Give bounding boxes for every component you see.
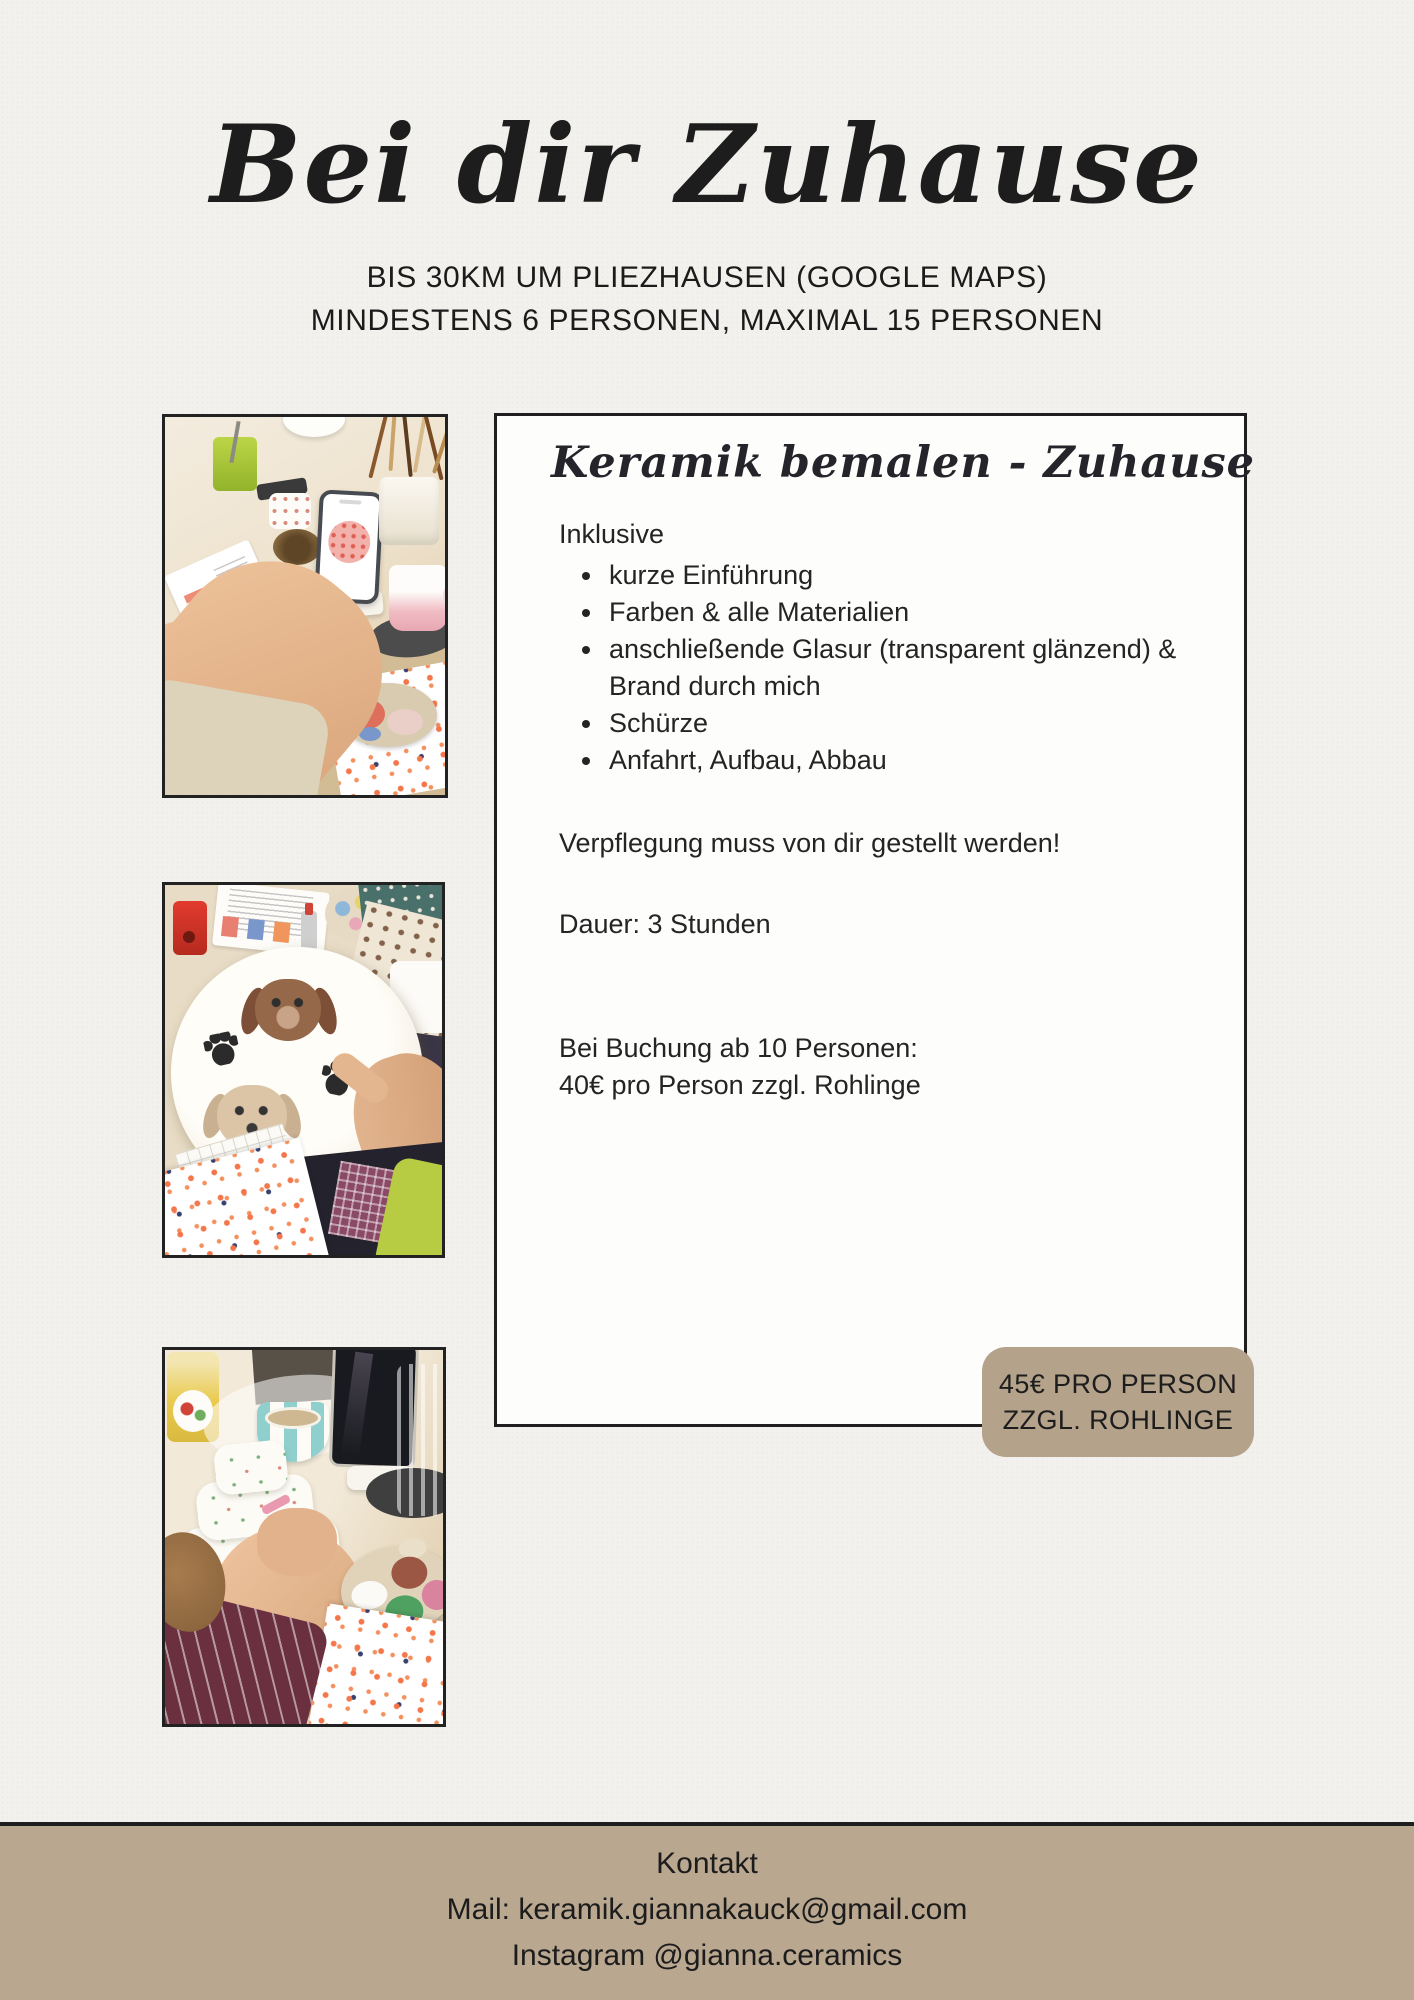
includes-label: Inklusive (559, 519, 665, 549)
includes-item: • anschließende Glasur (transparent glänzend) & Brand durch mich (605, 631, 1187, 705)
contact-heading: Kontakt (656, 1847, 758, 1880)
contact-instagram: Instagram @gianna.ceramics (511, 1939, 903, 1972)
group-discount-line-2: 40€ pro Person zzgl. Rohlinge (559, 1070, 921, 1100)
subtitle (0, 256, 1414, 342)
price-badge (982, 1347, 1254, 1457)
offer-heading: Keramik bemalen - Zuhause (551, 438, 1256, 488)
red-sharpener (173, 901, 207, 955)
includes-item: • Schürze (605, 705, 1187, 742)
photo-painting-plate-with-phone (162, 414, 448, 798)
includes-item: • Farben & alle Materialien (605, 594, 1187, 631)
brown-dog-painting (255, 979, 321, 1041)
drink-glass (397, 1364, 446, 1516)
brush-cup (379, 477, 439, 545)
includes-item: • Anfahrt, Aufbau, Abbau (605, 742, 1187, 779)
catering-note: Verpflegung muss von dir gestellt werden! (559, 828, 1061, 858)
contact-footer (0, 1822, 1414, 2000)
page-title: Bei dir Zuhause (210, 101, 1204, 228)
offer-details (559, 516, 1187, 1104)
photo-plate-dog-portraits (162, 882, 445, 1258)
paw-print (202, 1030, 242, 1068)
pink-mug (389, 565, 447, 631)
group-discount (559, 1030, 1187, 1104)
offer-info-box (494, 413, 1256, 1427)
water-bowl (273, 529, 321, 565)
subtitle-line-1: BIS 30KM UM PLIEZHAUSEN (GOOGLE MAPS) (366, 261, 1048, 294)
duration-text: Dauer: 3 Stunden (559, 909, 771, 939)
includes-list (559, 557, 1187, 779)
green-cup (213, 437, 257, 491)
price-badge-line-1: 45€ PRO PERSON (998, 1369, 1238, 1399)
photo-painting-tree-plate (162, 1347, 446, 1727)
subtitle-line-2: MINDESTENS 6 PERSONEN, MAXIMAL 15 PERSONEN (310, 304, 1104, 337)
contact-mail: Mail: keramik.giannakauck@gmail.com (446, 1893, 968, 1926)
orange-floral-napkin (304, 1603, 446, 1727)
group-discount-line-1: Bei Buchung ab 10 Personen: (559, 1033, 918, 1063)
small-mug (269, 493, 311, 529)
price-badge-line-2: ZZGL. ROHLINGE (1002, 1405, 1234, 1435)
includes-item: • kurze Einführung (605, 557, 1187, 594)
